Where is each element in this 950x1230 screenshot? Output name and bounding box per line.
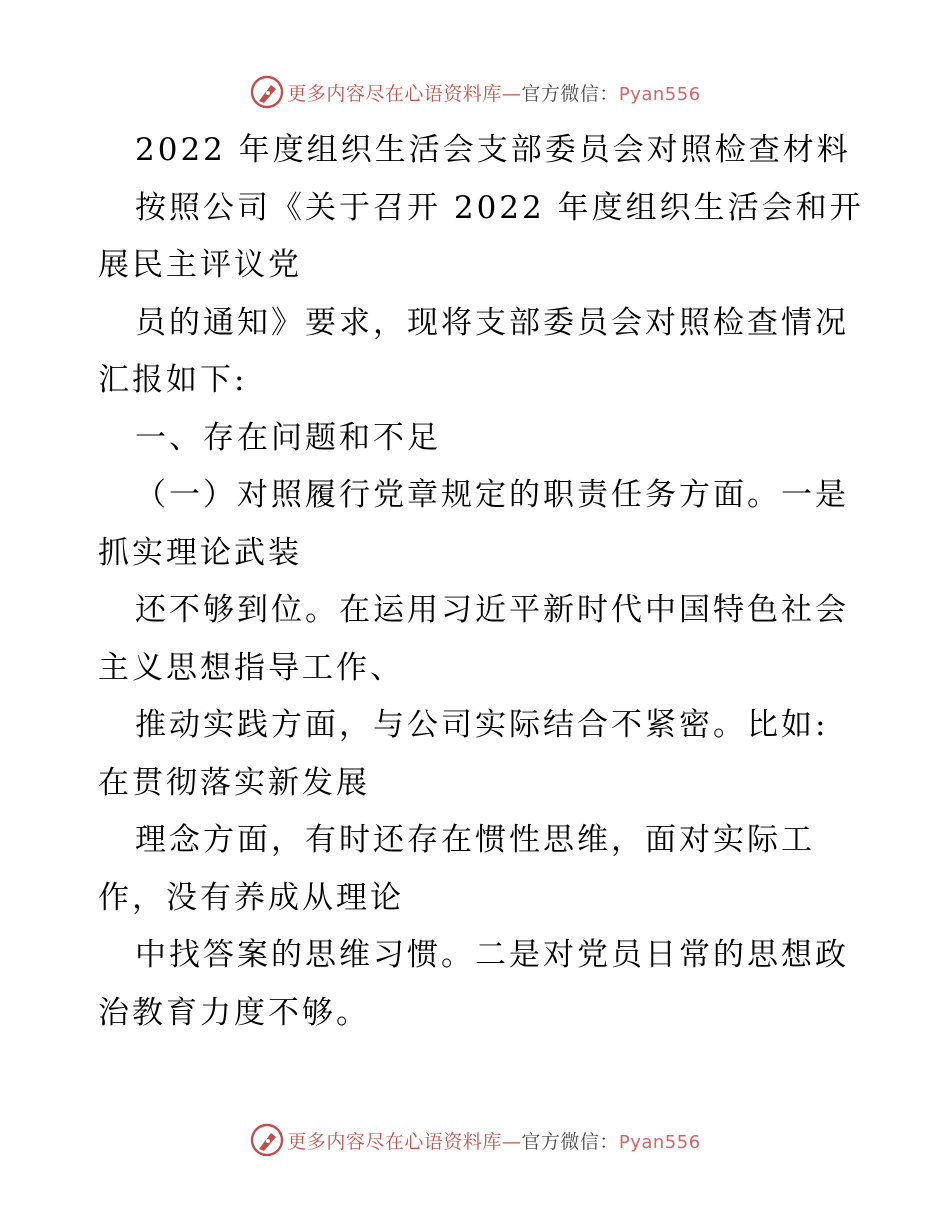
paragraph-line: 理念方面，有时还存在惯性思维，面对实际工 <box>135 822 815 858</box>
section-heading: 一、存在问题和不足 <box>135 419 441 456</box>
paragraph-line: 抓实理论武装 <box>98 534 302 571</box>
banner-wechat-label: 官方微信： <box>521 82 619 105</box>
paragraph-line: 汇报如下: <box>98 362 248 398</box>
banner-site-text: 更多内容尽在心语资料库 <box>287 82 502 105</box>
banner-dash: — <box>501 82 522 105</box>
banner-site-text: 更多内容尽在心语资料库 <box>287 1130 502 1153</box>
paragraph-line: （一）对照履行党章规定的职责任务方面。一是 <box>135 477 849 513</box>
paragraph-line: 在贯彻落实新发展 <box>98 764 370 801</box>
paragraph-line: 主义思想指导工作、 <box>98 649 404 686</box>
banner-dash: — <box>501 1130 522 1153</box>
paragraph-line: 推动实践方面，与公司实际结合不紧密。比如: <box>135 707 829 743</box>
paragraph-line: 治教育力度不够。 <box>98 994 370 1031</box>
banner-wechat-id: Pyan556 <box>618 1131 701 1153</box>
footer-banner <box>0 1120 950 1160</box>
banner-wechat-label: 官方微信： <box>521 1130 619 1153</box>
document-title: 2022 年度组织生活会支部委员会对照检查材料 <box>135 132 851 168</box>
header-banner <box>0 72 950 112</box>
banner-wechat-id: Pyan556 <box>618 83 701 105</box>
paragraph-line: 作，没有养成从理论 <box>98 879 404 916</box>
pen-nib-logo-icon <box>249 74 285 110</box>
paragraph-line: 还不够到位。在运用习近平新时代中国特色社会 <box>135 592 849 628</box>
paragraph-line: 按照公司《关于召开 2022 年度组织生活会和开 <box>135 189 864 226</box>
paragraph-line: 展民主评议党 <box>98 247 302 283</box>
paragraph-line: 员的通知》要求，现将支部委员会对照检查情况 <box>135 304 849 341</box>
document-body <box>98 122 864 1042</box>
pen-nib-logo-icon <box>249 1122 285 1158</box>
paragraph-line: 中找答案的思维习惯。二是对党员日常的思想政 <box>135 937 849 973</box>
banner-text <box>287 1127 700 1154</box>
banner-text <box>287 79 700 106</box>
